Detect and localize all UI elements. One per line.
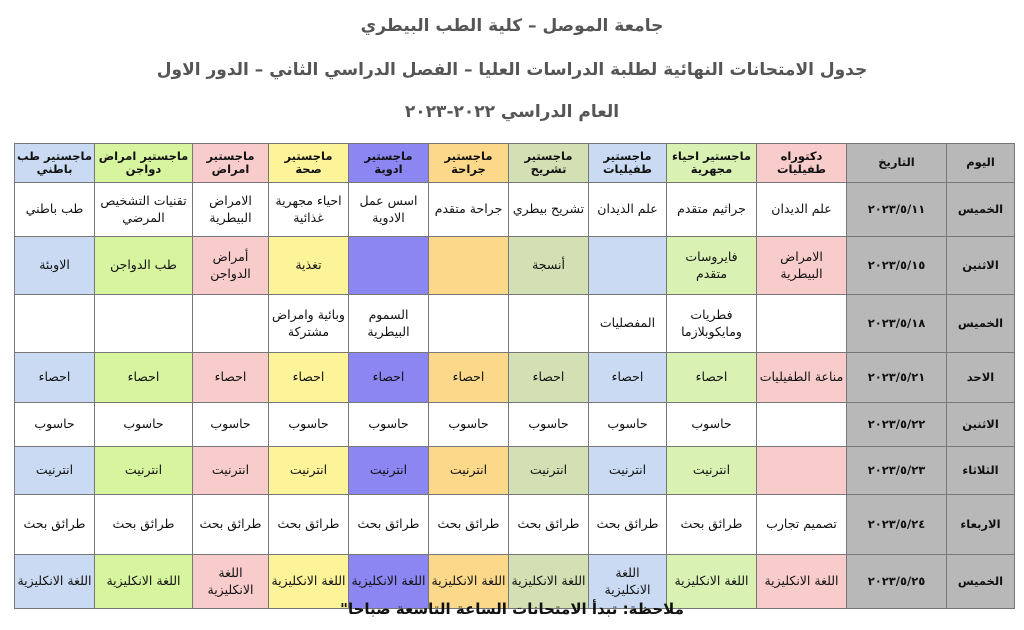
table-row (15, 353, 1015, 403)
day-cell: الخميس (947, 295, 1015, 353)
date-cell: ٢٠٢٣/٥/١١ (847, 183, 947, 237)
exam-cell: اللغة الانكليزية (95, 555, 193, 609)
exam-cell (757, 403, 847, 447)
exam-cell (429, 237, 509, 295)
date-cell: ٢٠٢٣/٥/٢٢ (847, 403, 947, 447)
exam-cell: جراثيم متقدم (667, 183, 757, 237)
exam-cell: المفصليات (589, 295, 667, 353)
academic-year: العام الدراسي ٢٠٢٢-٢٠٢٣ (404, 102, 620, 122)
exam-cell: تغذية (269, 237, 349, 295)
column-header-c8: ماجستير امراض (193, 144, 269, 183)
table-row (15, 295, 1015, 353)
exam-cell: اللغة الانكليزية (269, 555, 349, 609)
exam-cell: طب باطني (15, 183, 95, 237)
exam-cell: وبائية وامراض مشتركة (269, 295, 349, 353)
exam-cell (509, 295, 589, 353)
university-title: جامعة الموصل – كلية الطب البيطري (360, 16, 664, 36)
exam-cell: فطريات ومايكوبلازما (667, 295, 757, 353)
exam-cell: احصاء (193, 353, 269, 403)
column-header-c6: ماجستير ادوية (349, 144, 429, 183)
exam-cell: طرائق بحث (193, 495, 269, 555)
table-row (15, 495, 1015, 555)
exam-cell: احصاء (269, 353, 349, 403)
column-header-c3: ماجستير طفيليات (589, 144, 667, 183)
column-header-c7: ماجستير صحة (269, 144, 349, 183)
exam-cell: حاسوب (349, 403, 429, 447)
schedule-title: جدول الامتحانات النهائية لطلبة الدراسات العليا – الفصل الدراسي الثاني – الدور الاول (156, 60, 868, 80)
exam-cell: احصاء (95, 353, 193, 403)
column-header-c2: ماجستير احياء مجهرية (667, 144, 757, 183)
day-cell: الثلاثاء (947, 447, 1015, 495)
exam-cell: انترنيت (95, 447, 193, 495)
date-cell: ٢٠٢٣/٥/٢٣ (847, 447, 947, 495)
table-body (15, 183, 1015, 609)
exam-cell: اللغة الانكليزية (667, 555, 757, 609)
exam-cell: فايروسات متقدم (667, 237, 757, 295)
exam-cell: احياء مجهرية غذائية (269, 183, 349, 237)
exam-cell: احصاء (429, 353, 509, 403)
exam-cell: انترنيت (349, 447, 429, 495)
date-cell: ٢٠٢٣/٥/٢٤ (847, 495, 947, 555)
exam-cell: احصاء (509, 353, 589, 403)
table-header-row (15, 144, 1015, 183)
day-cell: الاربعاء (947, 495, 1015, 555)
exam-cell: حاسوب (95, 403, 193, 447)
exam-cell: اللغة الانكليزية (15, 555, 95, 609)
exam-cell: انترنيت (589, 447, 667, 495)
date-cell: ٢٠٢٣/٥/١٥ (847, 237, 947, 295)
exam-cell: حاسوب (429, 403, 509, 447)
exam-cell: الامراض البيطرية (193, 183, 269, 237)
exam-cell: طرائق بحث (667, 495, 757, 555)
date-cell: ٢٠٢٣/٥/٢٥ (847, 555, 947, 609)
exam-cell: اللغة الانكليزية (193, 555, 269, 609)
exam-cell: أنسجة (509, 237, 589, 295)
exam-cell: احصاء (667, 353, 757, 403)
day-cell: الخميس (947, 555, 1015, 609)
exam-cell: اللغة الانكليزية (509, 555, 589, 609)
exam-cell: تشريح بيطري (509, 183, 589, 237)
exam-cell (193, 295, 269, 353)
exam-cell: طب الدواجن (95, 237, 193, 295)
exam-cell: السموم البيطرية (349, 295, 429, 353)
exam-cell: مناعة الطفيليات (757, 353, 847, 403)
exam-cell: اللغة الانكليزية (589, 555, 667, 609)
exam-cell: احصاء (589, 353, 667, 403)
exam-cell: حاسوب (667, 403, 757, 447)
exam-cell: الامراض البيطرية (757, 237, 847, 295)
exam-cell: انترنيت (509, 447, 589, 495)
exam-cell: انترنيت (15, 447, 95, 495)
exam-cell (15, 295, 95, 353)
exam-cell: احصاء (15, 353, 95, 403)
column-header-c9: ماجستير امراض دواجن (95, 144, 193, 183)
exam-cell: انترنيت (193, 447, 269, 495)
exam-cell: اللغة الانكليزية (349, 555, 429, 609)
date-cell: ٢٠٢٣/٥/٢١ (847, 353, 947, 403)
exam-cell: طرائق بحث (349, 495, 429, 555)
exam-cell: علم الديدان (589, 183, 667, 237)
exam-cell: طرائق بحث (269, 495, 349, 555)
table-row (15, 447, 1015, 495)
exam-cell (95, 295, 193, 353)
column-header-day: اليوم (947, 144, 1015, 183)
exam-cell: احصاء (349, 353, 429, 403)
exam-cell (757, 447, 847, 495)
exam-cell: طرائق بحث (429, 495, 509, 555)
table-row (15, 183, 1015, 237)
column-header-c4: ماجستير تشريح (509, 144, 589, 183)
exam-cell: طرائق بحث (509, 495, 589, 555)
exam-cell (349, 237, 429, 295)
exam-cell: اللغة الانكليزية (429, 555, 509, 609)
exam-cell: انترنيت (667, 447, 757, 495)
day-cell: الاثنين (947, 237, 1015, 295)
column-header-c5: ماجستير جراحة (429, 144, 509, 183)
exam-cell: اللغة الانكليزية (757, 555, 847, 609)
exam-cell: حاسوب (589, 403, 667, 447)
exam-cell: الاوبئة (15, 237, 95, 295)
exam-cell: طرائق بحث (95, 495, 193, 555)
exam-cell: جراحة متقدم (429, 183, 509, 237)
exam-cell: حاسوب (193, 403, 269, 447)
exam-cell: طرائق بحث (15, 495, 95, 555)
exam-cell: انترنيت (429, 447, 509, 495)
exam-cell (429, 295, 509, 353)
exam-cell: حاسوب (509, 403, 589, 447)
day-cell: الاحد (947, 353, 1015, 403)
exam-schedule-table (14, 143, 1015, 609)
exam-cell: تقنيات التشخيص المرضي (95, 183, 193, 237)
date-cell: ٢٠٢٣/٥/١٨ (847, 295, 947, 353)
day-cell: الاثنين (947, 403, 1015, 447)
exam-cell (589, 237, 667, 295)
exam-cell: علم الديدان (757, 183, 847, 237)
exam-cell: حاسوب (269, 403, 349, 447)
exam-cell (757, 295, 847, 353)
table-row (15, 403, 1015, 447)
exam-cell: انترنيت (269, 447, 349, 495)
day-cell: الخميس (947, 183, 1015, 237)
column-header-c10: ماجستير طب باطني (15, 144, 95, 183)
column-header-date: التاريخ (847, 144, 947, 183)
column-header-c1: دكتوراه طفيليات (757, 144, 847, 183)
table-row (15, 237, 1015, 295)
exam-time-note: ملاحظة: تبدأ الامتحانات الساعة التاسعة صباحا" (340, 600, 684, 618)
exam-cell: طرائق بحث (589, 495, 667, 555)
exam-cell: تصميم تجارب (757, 495, 847, 555)
exam-cell: أمراض الدواجن (193, 237, 269, 295)
exam-cell: اسس عمل الادوية (349, 183, 429, 237)
exam-cell: حاسوب (15, 403, 95, 447)
